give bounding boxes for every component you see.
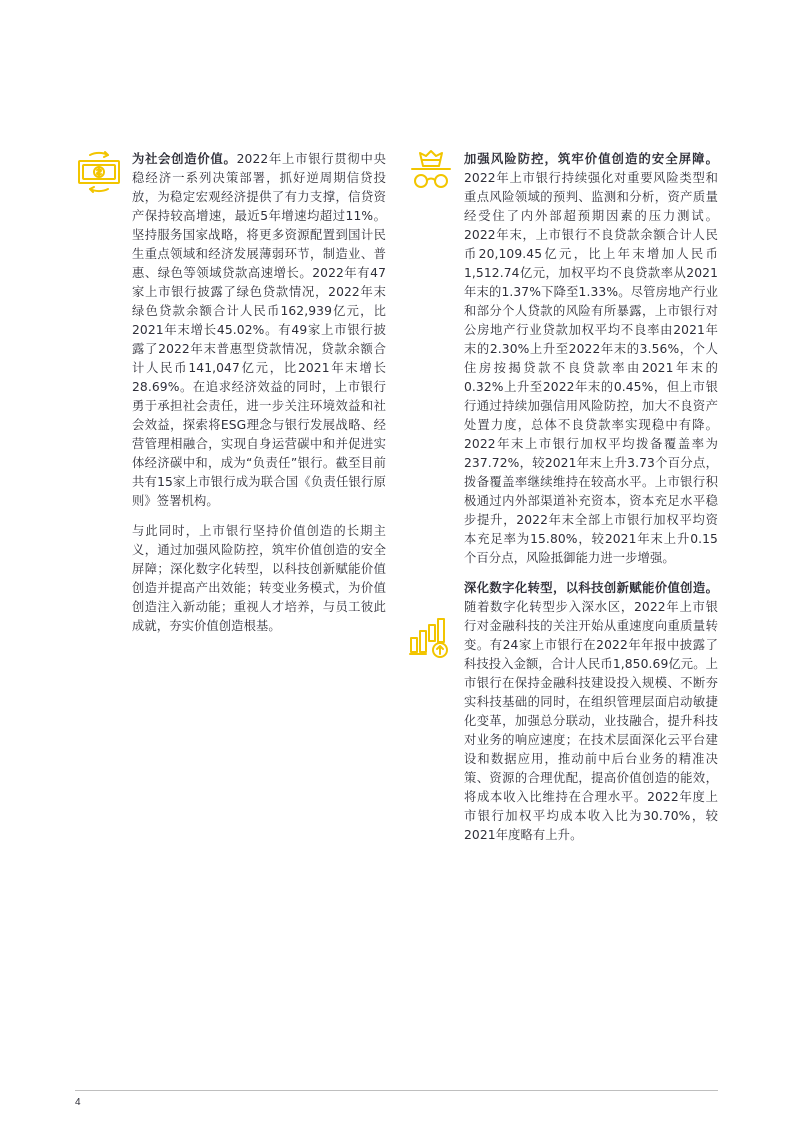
growth-chart-icon bbox=[408, 614, 454, 660]
risk-control-paragraph bbox=[464, 150, 718, 568]
money-cycle-icon bbox=[76, 148, 122, 194]
risk-control-title: 加强风险防控，筑牢价值创造的安全屏障。 bbox=[464, 152, 718, 166]
social-value-section bbox=[132, 150, 386, 511]
right-column bbox=[464, 150, 718, 856]
page-number: 4 bbox=[75, 1097, 81, 1108]
detective-hat-glasses-icon bbox=[408, 147, 454, 193]
social-value-body: 2022年上市银行贯彻中央稳经济一系列决策部署，抓好逆周期信贷投放，为稳定宏观经济提供了有力支撑，信贷资产保持较高增速，最近5年增速均超过11%。坚持服务国家战略，将更多资源配置到国计民生重点领域和经济发展薄弱环节，制造业、普惠、绿色等领域贷款高速增长。2022年有47家上市银行披露了绿色贷款情况，2022年末绿色贷款余额合计人民币162,939亿元，比2021年末增长45.02%。有49家上市银行披露了2022年末普惠型贷款情况，贷款余额合计人民币141,047亿元，比2021年末增长28.69%。在追求经济效益的同时，上市银行勇于承担社会责任，进一步关注环境效益和社会效益，探索将ESG理念与银行发展战略、经营管理相融合，实现自身运营碳中和并促进实体经济碳中和，成为“负责任”银行。截至目前共有15家上市银行成为联合国《负责任银行原则》签署机构。 bbox=[132, 152, 386, 508]
digital-section bbox=[464, 579, 718, 845]
digital-title: 深化数字化转型，以科技创新赋能价值创造。 bbox=[464, 581, 718, 595]
social-value-title: 为社会创造价值。 bbox=[132, 152, 237, 166]
digital-body: 随着数字化转型步入深水区，2022年上市银行对金融科技的关注开始从重速度向重质量转变。有24家上市银行在2022年年报中披露了科技投入金额，合计人民币1,850.69亿元。上市银行在保持金融科技建设投入规模、不断夯实科技基础的同时，在组织管理层面启动敏捷化变革，加强总分联动，业技融合，提升科技对业务的响应速度；在技术层面深化云平台建设和数据应用，推动前中后台业务的精准决策、资源的合理优配，提高价值创造的能效，将成本收入比维持在合理水平。2022年度上市银行加权平均成本收入比为30.70%，较2021年度略有上升。 bbox=[464, 600, 718, 842]
risk-control-body: 2022年上市银行持续强化对重要风险类型和重点风险领域的预判、监测和分析，资产质量经受住了内外部超预期因素的压力测试。2022年末，上市银行不良贷款余额合计人民币20,109.45亿元，比上年末增加人民币1,512.74亿元，加权平均不良贷款率从2021年末的1.37%下降至1.33%。尽管房地产行业和部分个人贷款的风险有所暴露，上市银行对公房地产行业贷款加权平均不良率由2021年末的2.30%上升至2022年末的3.56%，个人住房按揭贷款不良贷款率由2021年末的0.32%上升至2022年末的0.45%，但上市银行通过持续加强信用风险防控，加大不良资产处置力度，总体不良贷款率实现稳中有降。2022年末上市银行加权平均拨备覆盖率为237.72%，较2021年末上升3.73个百分点，拨备覆盖率继续维持在较高水平。上市银行积极通过内外部渠道补充资本，资本充足水平稳步提升，2022年末全部上市银行加权平均资本充足率为15.80%，较2021年末上升0.15个百分点，风险抵御能力进一步增强。 bbox=[464, 171, 718, 565]
footer-divider bbox=[75, 1090, 718, 1091]
long-term-paragraph: 与此同时，上市银行坚持价值创造的长期主义，通过加强风险防控，筑牢价值创造的安全屏障；深化数字化转型，以科技创新赋能价值创造并提高产出效能；转变业务模式，为价值创造注入新动能；重视人才培养，与员工彼此成就，夯实价值创造根基。 bbox=[132, 524, 386, 633]
risk-control-section bbox=[464, 150, 718, 568]
left-column bbox=[132, 150, 386, 647]
social-value-paragraph bbox=[132, 150, 386, 511]
digital-paragraph bbox=[464, 579, 718, 845]
